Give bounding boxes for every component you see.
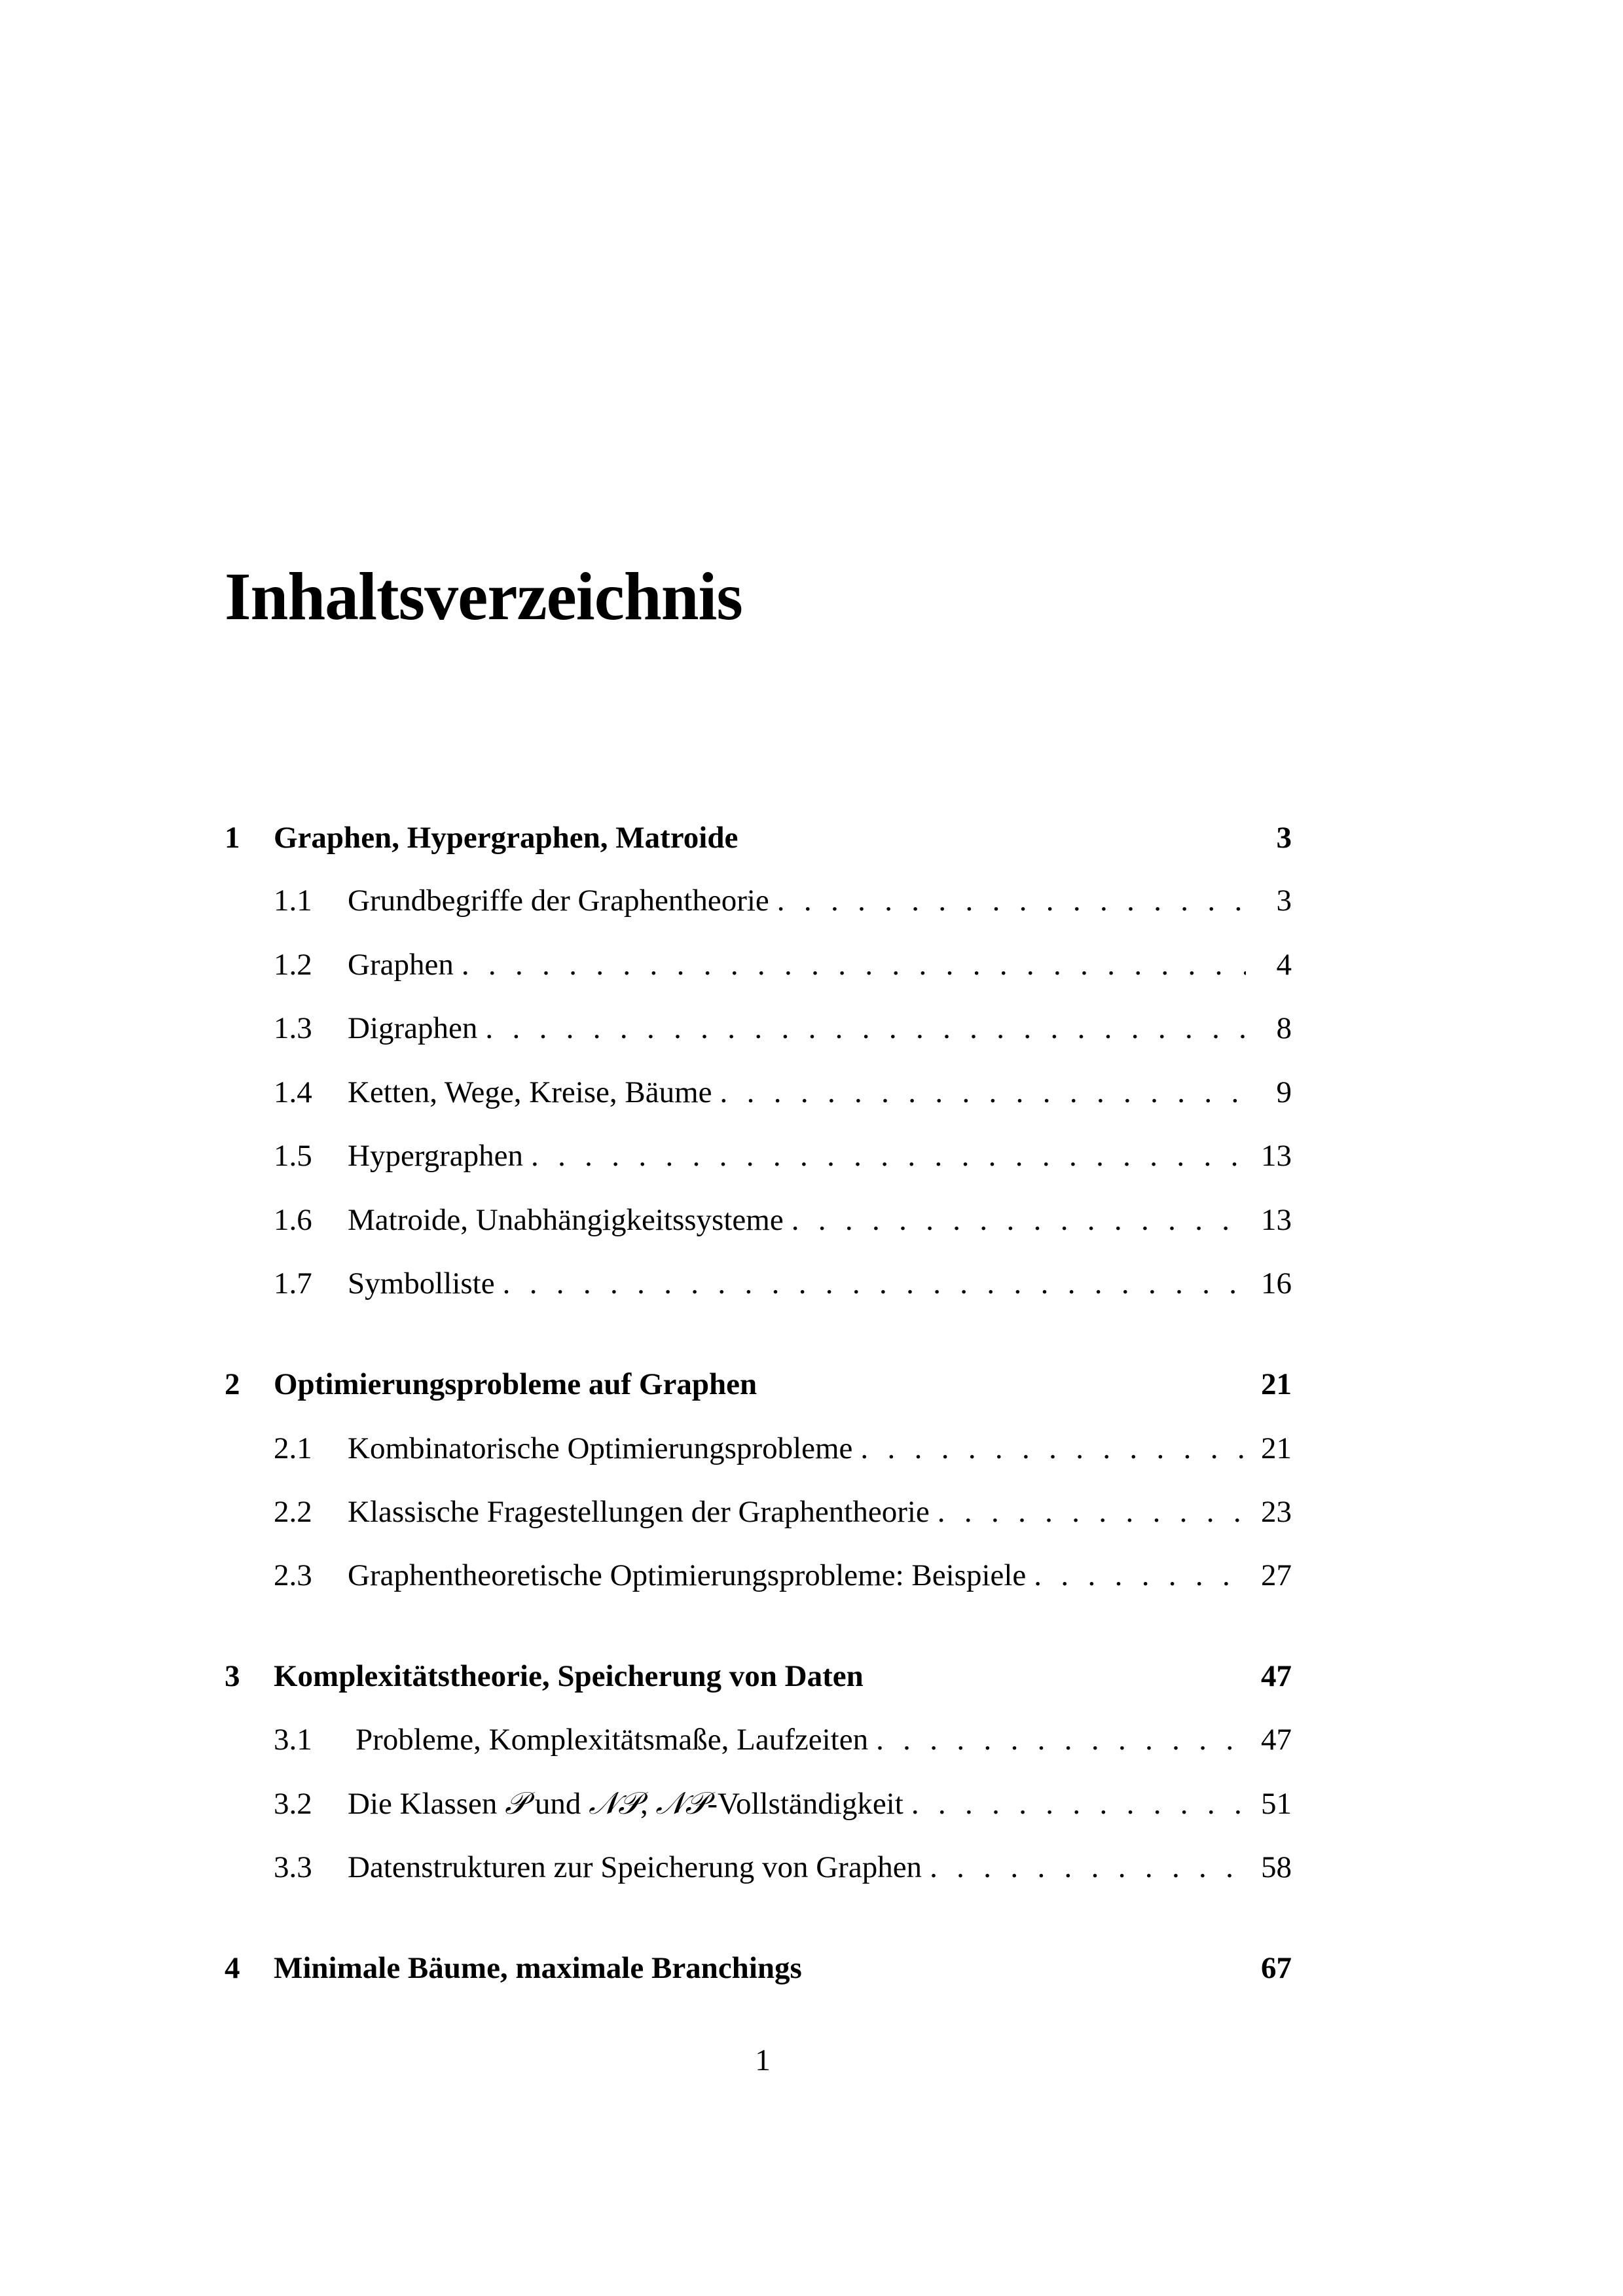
chapter-page: 3 [1276, 821, 1292, 855]
section-title: Datenstrukturen zur Speicherung von Graphen [348, 1848, 930, 1887]
section-number: 2.2 [274, 1495, 312, 1529]
section-page: 9 [1276, 1075, 1292, 1109]
section-page: 13 [1261, 1139, 1292, 1173]
section-number: 3.2 [274, 1787, 312, 1821]
section-title: Graphen [348, 945, 462, 984]
toc-section-1-5[interactable] [274, 1136, 1292, 1175]
section-number: 1.6 [274, 1203, 312, 1237]
chapter-title: Graphen, Hypergraphen, Matroide [274, 821, 739, 855]
dot-leader [720, 1073, 1246, 1112]
dot-leader [938, 1492, 1246, 1532]
toc-chapter-4[interactable] [225, 1948, 1292, 1988]
dot-leader [777, 881, 1246, 920]
section-page: 51 [1261, 1787, 1292, 1821]
chapter-page: 21 [1261, 1367, 1292, 1401]
chapter-title: Komplexitätstheorie, Speicherung von Daten [274, 1659, 864, 1693]
chapter-title: Minimale Bäume, maximale Branchings [274, 1951, 802, 1985]
section-number: 3.3 [274, 1850, 312, 1884]
section-number: 1.1 [274, 884, 312, 918]
section-title: Graphentheoretische Optimierungsprobleme: Beispiele [348, 1556, 1034, 1595]
dot-leader [531, 1136, 1246, 1175]
section-title: Matroide, Unabhängigkeitssysteme [348, 1200, 792, 1240]
section-number: 2.3 [274, 1558, 312, 1592]
dot-leader [503, 1264, 1246, 1303]
toc-section-3-3[interactable] [274, 1848, 1292, 1887]
chapter-number: 2 [225, 1367, 240, 1401]
toc-section-1-1[interactable] [274, 881, 1292, 920]
class-p-symbol: 𝒫 [505, 1785, 528, 1821]
toc-section-3-2[interactable] [274, 1784, 1292, 1823]
section-number: 1.7 [274, 1266, 312, 1300]
section-page: 13 [1261, 1203, 1292, 1237]
toc-section-1-3[interactable] [274, 1009, 1292, 1048]
class-np-symbol: 𝒩𝒫 [655, 1785, 708, 1821]
toc-section-3-1[interactable] [274, 1720, 1292, 1759]
dot-leader [911, 1784, 1246, 1823]
section-title: Digraphen [348, 1009, 485, 1048]
toc-section-1-7[interactable] [274, 1264, 1292, 1303]
title-text: -Vollständigkeit [707, 1787, 903, 1821]
section-number: 2.1 [274, 1431, 312, 1465]
toc-chapter-1[interactable] [225, 818, 1292, 857]
section-number: 1.3 [274, 1011, 312, 1045]
toc-chapter-2[interactable] [225, 1365, 1292, 1404]
dot-leader [1034, 1556, 1246, 1595]
page-number: 1 [755, 2043, 771, 2077]
toc-section-1-6[interactable] [274, 1200, 1292, 1240]
toc-section-2-1[interactable] [274, 1429, 1292, 1468]
section-number: 1.5 [274, 1139, 312, 1173]
chapter-page: 47 [1261, 1659, 1292, 1693]
chapter-number: 3 [225, 1659, 240, 1693]
section-page: 21 [1261, 1431, 1292, 1465]
section-page: 3 [1276, 884, 1292, 918]
section-number: 3.1 [274, 1723, 312, 1757]
title-text: und [527, 1787, 589, 1821]
dot-leader [462, 945, 1246, 984]
section-page: 27 [1261, 1558, 1292, 1592]
dot-leader [876, 1720, 1246, 1759]
chapter-title: Optimierungsprobleme auf Graphen [274, 1367, 757, 1401]
section-page: 47 [1261, 1723, 1292, 1757]
section-title: Kombinatorische Optimierungsprobleme [348, 1429, 860, 1468]
dot-leader [860, 1429, 1246, 1468]
toc-section-2-3[interactable] [274, 1556, 1292, 1595]
section-number: 1.2 [274, 948, 312, 982]
section-title: Klassische Fragestellungen der Graphentheorie [348, 1492, 938, 1532]
section-page: 16 [1261, 1266, 1292, 1300]
section-page: 23 [1261, 1495, 1292, 1529]
toc-section-2-2[interactable] [274, 1492, 1292, 1532]
chapter-number: 1 [225, 821, 240, 855]
section-title: Symbolliste [348, 1264, 503, 1303]
dot-leader [930, 1848, 1246, 1887]
section-title: Hypergraphen [348, 1136, 531, 1175]
title-text: , [640, 1787, 656, 1821]
dot-leader [792, 1200, 1246, 1240]
section-title [348, 1784, 911, 1823]
section-number: 1.4 [274, 1075, 312, 1109]
dot-leader [485, 1009, 1246, 1048]
section-page: 4 [1276, 948, 1292, 982]
chapter-page: 67 [1261, 1951, 1292, 1985]
page-title: Inhaltsverzeichnis [225, 559, 742, 634]
section-title: Probleme, Komplexitätsmaße, Laufzeiten [348, 1720, 876, 1759]
section-page: 8 [1276, 1011, 1292, 1045]
section-title: Ketten, Wege, Kreise, Bäume [348, 1073, 720, 1112]
toc-chapter-3[interactable] [225, 1657, 1292, 1696]
class-np-symbol: 𝒩𝒫 [589, 1785, 640, 1821]
section-title: Grundbegriffe der Graphentheorie [348, 881, 777, 920]
toc-section-1-4[interactable] [274, 1073, 1292, 1112]
section-page: 58 [1261, 1850, 1292, 1884]
toc-section-1-2[interactable] [274, 945, 1292, 984]
chapter-number: 4 [225, 1951, 240, 1985]
title-text: Die Klassen [348, 1787, 505, 1821]
